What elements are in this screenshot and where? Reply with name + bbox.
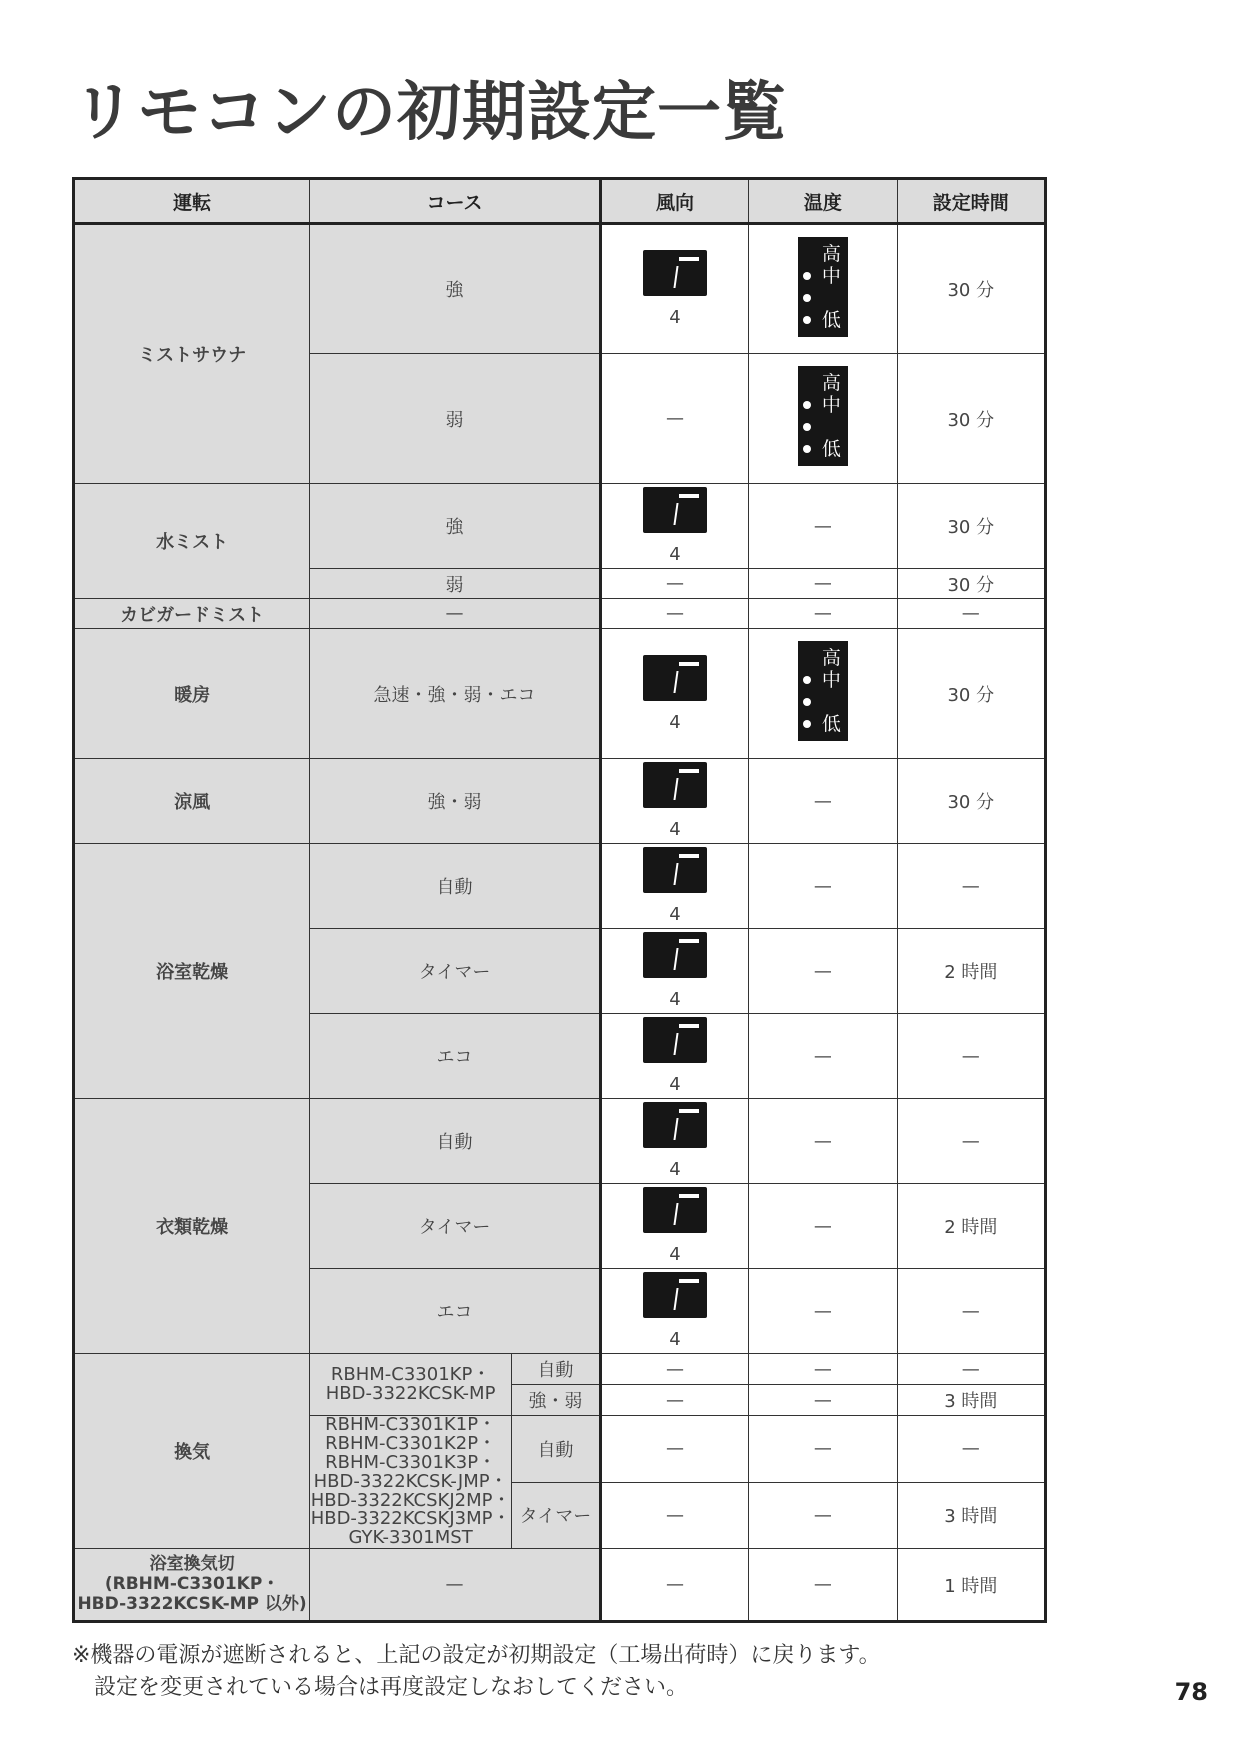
temperature-cell: — — [749, 844, 897, 929]
direction-cell: — — [600, 599, 748, 629]
fan-direction-icon — [643, 847, 707, 893]
course-cell: — — [310, 599, 601, 629]
time-cell: 2 時間 — [897, 929, 1045, 1014]
temperature-cell: — — [749, 1099, 897, 1184]
temperature-cell: — — [749, 484, 897, 569]
direction-cell — [600, 1269, 748, 1354]
header-direction: 風向 — [600, 179, 748, 224]
sub-course-auto: 自動 — [512, 1354, 601, 1385]
table-row — [74, 1099, 1046, 1184]
direction-cell — [600, 1184, 748, 1269]
temperature-cell: — — [749, 929, 897, 1014]
course-weak: 弱 — [310, 354, 601, 484]
direction-cell: — — [600, 569, 748, 599]
table-row — [74, 1354, 1046, 1385]
course-eco: エコ — [310, 1269, 601, 1354]
fan-direction-icon — [643, 487, 707, 533]
footnote-line-1: ※機器の電源が遮断されると、上記の設定が初期設定（工場出荷時）に戻ります。 — [72, 1643, 881, 1668]
fan-direction-icon — [643, 1102, 707, 1148]
page-number: 78 — [1174, 1678, 1208, 1706]
time-cell: 3 時間 — [897, 1385, 1045, 1416]
fan-direction-number: 4 — [669, 307, 681, 328]
fan-direction-number: 4 — [669, 711, 681, 733]
temperature-cell: — — [749, 569, 897, 599]
table-row — [74, 844, 1046, 929]
direction-cell: — — [600, 1416, 748, 1483]
time-cell: 2 時間 — [897, 1184, 1045, 1269]
fan-direction-icon — [643, 655, 707, 701]
time-cell: — — [897, 1014, 1045, 1099]
direction-cell — [600, 844, 748, 929]
fan-direction-number: 4 — [669, 1074, 681, 1095]
header-time: 設定時間 — [897, 179, 1045, 224]
direction-cell — [600, 1099, 748, 1184]
course-strong: 強 — [310, 484, 601, 569]
op-cool-breeze: 涼風 — [74, 759, 310, 844]
temperature-cell — [749, 629, 897, 759]
op-bathroom-drying: 浴室乾燥 — [74, 844, 310, 1099]
temperature-level-icon: 高 中 低 — [798, 237, 848, 337]
temperature-cell — [749, 354, 897, 484]
temperature-cell: — — [749, 1385, 897, 1416]
table-row — [74, 1549, 1046, 1622]
direction-cell: — — [600, 1354, 748, 1385]
temperature-cell: — — [749, 1482, 897, 1549]
temperature-cell: — — [749, 1014, 897, 1099]
table-row — [74, 224, 1046, 354]
header-row — [74, 179, 1046, 224]
direction-cell — [600, 1014, 748, 1099]
direction-cell — [600, 759, 748, 844]
header-operation: 運転 — [74, 179, 310, 224]
direction-cell: — — [600, 1482, 748, 1549]
fan-direction-icon — [643, 932, 707, 978]
direction-cell: — — [600, 1385, 748, 1416]
footnote-line-2: 設定を変更されている場合は再度設定しなおしてください。 — [94, 1675, 689, 1700]
fan-direction-icon — [643, 762, 707, 808]
time-cell: — — [897, 1099, 1045, 1184]
op-bath-vent-off: 浴室換気切 (RBHM-C3301KP・ HBD-3322KCSK-MP 以外) — [74, 1549, 310, 1622]
page-title: リモコンの初期設定一覧 — [72, 76, 787, 150]
table-row — [74, 759, 1046, 844]
fan-direction-number: 4 — [669, 989, 681, 1010]
course-auto: 自動 — [310, 844, 601, 929]
direction-cell — [600, 484, 748, 569]
temperature-cell — [749, 224, 897, 354]
sub-course-strong-weak: 強・弱 — [512, 1385, 601, 1416]
fan-direction-number: 4 — [669, 544, 681, 565]
sub-course-auto: 自動 — [512, 1416, 601, 1483]
time-cell: 30 分 — [897, 224, 1045, 354]
op-clothes-drying: 衣類乾燥 — [74, 1099, 310, 1354]
table-row — [74, 629, 1046, 759]
header-temperature: 温度 — [749, 179, 897, 224]
table-row — [74, 599, 1046, 629]
time-cell: — — [897, 599, 1045, 629]
temperature-level-icon: 高 中 低 — [798, 641, 848, 741]
direction-cell — [600, 224, 748, 354]
time-cell: 1 時間 — [897, 1549, 1045, 1622]
course-weak: 弱 — [310, 569, 601, 599]
fan-direction-number: 4 — [669, 1244, 681, 1265]
temperature-cell: — — [749, 1416, 897, 1483]
temperature-cell: — — [749, 599, 897, 629]
op-ventilation: 換気 — [74, 1354, 310, 1549]
time-cell: 30 分 — [897, 569, 1045, 599]
op-mist-sauna: ミストサウナ — [74, 224, 310, 484]
time-cell: — — [897, 1269, 1045, 1354]
direction-cell: — — [600, 354, 748, 484]
direction-cell — [600, 929, 748, 1014]
sub-course-timer: タイマー — [512, 1482, 601, 1549]
temperature-level-icon: 高 中 低 — [798, 366, 848, 466]
time-cell: 30 分 — [897, 629, 1045, 759]
course-auto: 自動 — [310, 1099, 601, 1184]
temperature-cell: — — [749, 1354, 897, 1385]
course-cell: 急速・強・弱・エコ — [310, 629, 601, 759]
footnote — [72, 1640, 881, 1704]
course-eco: エコ — [310, 1014, 601, 1099]
course-timer: タイマー — [310, 1184, 601, 1269]
direction-cell: — — [600, 1549, 748, 1622]
op-water-mist: 水ミスト — [74, 484, 310, 599]
table-row — [74, 484, 1046, 569]
temperature-cell: — — [749, 1269, 897, 1354]
fan-direction-icon — [643, 1187, 707, 1233]
course-cell: — — [310, 1549, 601, 1622]
op-mold-guard-mist: カビガードミスト — [74, 599, 310, 629]
time-cell: — — [897, 1416, 1045, 1483]
course-cell: 強・弱 — [310, 759, 601, 844]
fan-direction-icon — [643, 1017, 707, 1063]
initial-settings-table — [72, 177, 1047, 1623]
direction-cell — [600, 629, 748, 759]
model-group-a: RBHM-C3301KP・ HBD-3322KCSK-MP — [310, 1354, 512, 1416]
time-cell: 3 時間 — [897, 1482, 1045, 1549]
time-cell: 30 分 — [897, 354, 1045, 484]
header-course: コース — [310, 179, 601, 224]
op-heating: 暖房 — [74, 629, 310, 759]
time-cell: — — [897, 1354, 1045, 1385]
fan-direction-number: 4 — [669, 1159, 681, 1180]
fan-direction-icon — [643, 250, 707, 296]
fan-direction-icon — [643, 1272, 707, 1318]
temperature-cell: — — [749, 1184, 897, 1269]
time-cell: 30 分 — [897, 484, 1045, 569]
temperature-cell: — — [749, 1549, 897, 1622]
course-strong: 強 — [310, 224, 601, 354]
model-group-b: RBHM-C3301K1P・ RBHM-C3301K2P・ RBHM-C3301K3P・ HBD-3322KCSK-JMP・ HBD-3322KCSKJ2MP・ HBD-3322KCSKJ3MP・ GYK-3301MST — [310, 1414, 511, 1549]
fan-direction-number: 4 — [669, 904, 681, 925]
fan-direction-number: 4 — [669, 819, 681, 840]
fan-direction-number: 4 — [669, 1329, 681, 1350]
temperature-cell: — — [749, 759, 897, 844]
time-cell: — — [897, 844, 1045, 929]
course-timer: タイマー — [310, 929, 601, 1014]
time-cell: 30 分 — [897, 759, 1045, 844]
